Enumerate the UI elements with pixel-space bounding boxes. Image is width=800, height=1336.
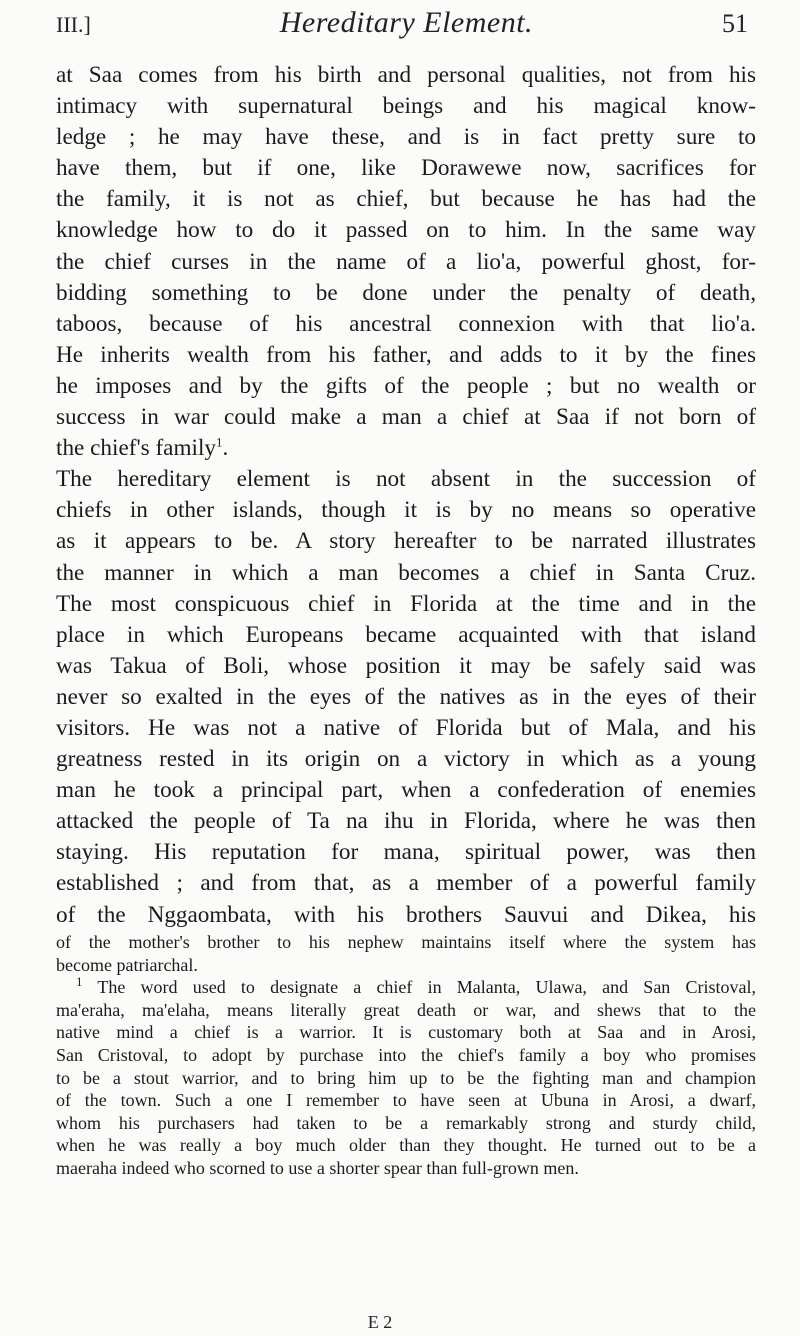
footnote-number: 1 — [76, 976, 83, 990]
text-line: bidding something to be done under the penalty of death, — [56, 279, 756, 306]
text-line: place in which Europeans became acquainted with that island — [56, 621, 756, 648]
text-line: the manner in which a man becomes a chief in Santa Cruz. — [56, 559, 756, 586]
text-line: of the Nggaombata, with his brothers Sauvui and Dikea, his — [56, 901, 756, 928]
text-line: ledge ; he may have these, and is in fact pretty sure to — [56, 124, 756, 151]
text-line: the chief curses in the name of a lio'a, powerful ghost, for- — [56, 248, 756, 275]
running-title: Hereditary Element. — [279, 6, 534, 39]
text-line: the family, it is not as chief, but because he has had the — [56, 186, 756, 213]
footnote-line-content: The word used to designate a chief in Malanta, Ulawa, and San Cristoval, — [97, 977, 756, 998]
footnote-line: San Cristoval, to adopt by purchase into the chief's family a boy who promises — [56, 1044, 756, 1065]
footnote-line: maeraha indeed who scorned to use a shorter spear than full-grown men. — [56, 1157, 579, 1178]
footnote-line: of the mother's brother to his nephew maintains itself where the system has — [56, 932, 756, 952]
text-line: he imposes and by the gifts of the people ; but no wealth or — [56, 372, 756, 399]
text-line: was Takua of Boli, whose position it may be safely said was — [56, 652, 756, 679]
footnotes — [56, 931, 756, 1180]
text-line: He inherits wealth from his father, and adds to it by the fines — [56, 341, 756, 368]
text-line: staying. His reputation for mana, spiritual power, was then — [56, 839, 756, 866]
signature-mark: E 2 — [367, 1312, 393, 1332]
text-line: chiefs in other islands, though it is by no means so operative — [56, 497, 756, 524]
footnote-line: ma'eraha, ma'elaha, means literally great death or war, and shews that to the — [56, 999, 756, 1020]
text-line: knowledge how to do it passed on to him. In the same way — [56, 217, 756, 244]
text-line: success in war could make a man a chief at Saa if not born of — [56, 404, 756, 431]
footnote-line: when he was really a boy much older than they thought. He turned out to be a — [56, 1135, 756, 1156]
footnote-line: become patriarchal. — [56, 954, 198, 975]
text-line — [56, 433, 756, 464]
text-line: established ; and from that, as a member of a powerful family — [56, 870, 756, 897]
footnote-line: native mind a chief is a warrior. It is customary both at Saa and in Arosi, — [56, 1022, 756, 1043]
text-line: visitors. He was not a native of Florida but of Mala, and his — [56, 714, 756, 741]
footnote-marker: 1 — [216, 434, 223, 450]
text-line: greatness rested in its origin on a victory in which as a young — [56, 746, 756, 773]
footnote-line: of the town. Such a one I remember to have seen at Ubuna in Arosi, a dwarf, — [56, 1090, 756, 1111]
footnote-line — [56, 976, 756, 999]
text-line: as it appears to be. A story hereafter to be narrated illustrates — [56, 528, 756, 555]
text-line: attacked the people of Ta na ihu in Florida, where he was then — [56, 808, 756, 835]
sentence-period: . — [222, 435, 229, 462]
text-line: at Saa comes from his birth and personal qualities, not from his — [56, 62, 756, 88]
text-line: intimacy with supernatural beings and his magical know- — [56, 93, 756, 120]
footnote-line: whom his purchasers had taken to be a remarkably strong and sturdy child, — [56, 1112, 756, 1133]
text-line: The most conspicuous chief in Florida at the time and in the — [56, 590, 756, 617]
text-line: have them, but if one, like Dorawewe now, sacrifices for — [56, 155, 756, 182]
text-line: man he took a principal part, when a confederation of enemies — [56, 777, 756, 804]
text-line: taboos, because of his ancestral connexion with that lio'a. — [56, 310, 756, 337]
footnote-line: to be a stout warrior, and to bring him up to be the fighting man and champion — [56, 1067, 756, 1088]
running-header — [56, 6, 748, 46]
text-line-content: the chief's family — [56, 435, 216, 462]
chapter-number: III.] — [56, 12, 91, 37]
main-text — [56, 60, 756, 931]
page-number: 51 — [722, 9, 748, 38]
text-line: never so exalted in the eyes of the natives as in the eyes of their — [56, 683, 756, 710]
text-line: The hereditary element is not absent in the succession of — [56, 466, 756, 493]
